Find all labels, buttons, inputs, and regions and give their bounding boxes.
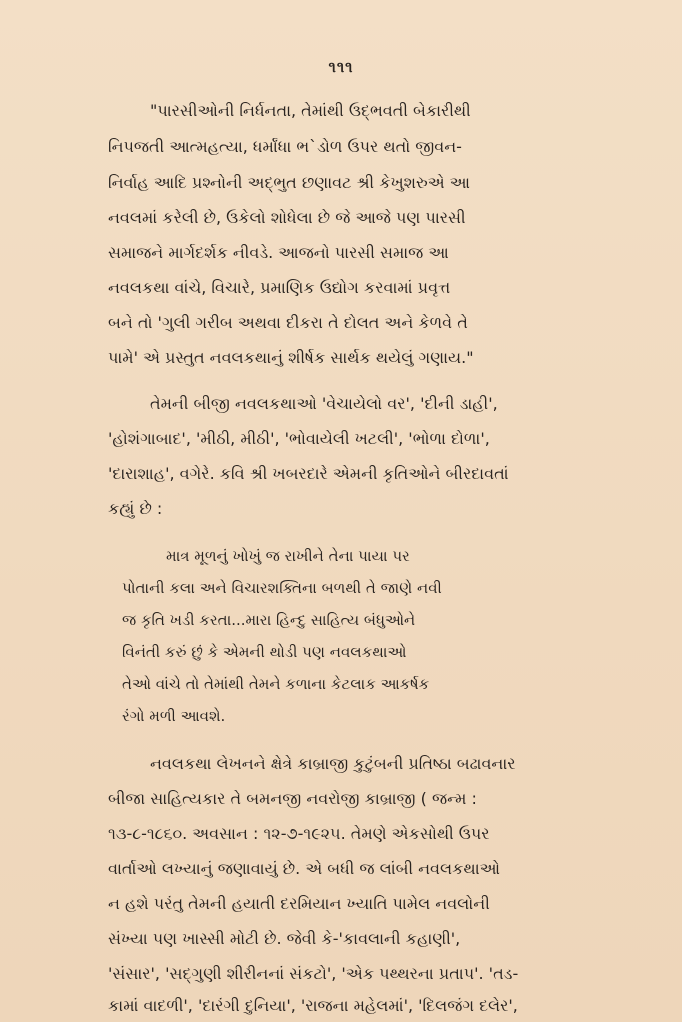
text-line: તેઓ વાંચે તો તેમાંથી તેમને કળાના કેટલાક આકર્ષક — [122, 675, 430, 693]
text-line: નિપજતી આત્મહત્યા, ધર્માંધા ભ`ડોળ ઉપર થતો જીવન- — [108, 137, 462, 156]
text-line: જ કૃતિ ખડી કરતા...મારા હિન્દુ સાહિત્ય બંધુઓને — [122, 611, 416, 629]
text-line: 'સંસાર', 'સદ્ગુણી શીરીનનાં સંકટો', 'એક પથ્થરના પ્રતાપ'. 'તડ- — [108, 964, 519, 983]
text-line: નવલકથા લેખનને ક્ષેત્રે કાબ્રાજી કુટુંબની પ્રતિષ્ઠા બઢાવનાર — [150, 754, 516, 773]
text-line: બીજા સાહિત્યકાર તે બમનજી નવરોજી કાબ્રાજી ( જન્મ : — [108, 789, 477, 808]
text-line: વાર્તાઓ લખ્યાનું જણાવાયું છે. એ બધી જ લાંબી નવલકથાઓ — [108, 859, 500, 878]
text-line: પોતાની કલા અને વિચારશક્તિના બળથી તે જાણે નવી — [122, 579, 442, 597]
text-line: પામે' એ પ્રસ્તુત નવલકથાનું શીર્ષક સાર્થક થયેલું ગણાય." — [108, 348, 474, 367]
text-line: રંગો મળી આવશે. — [122, 707, 226, 725]
text-line: 'હોશંગાબાદ', 'મીઠી, મીઠી', 'ભોવાયેલી ખટલી', 'ભોળા દોળા', — [108, 429, 490, 448]
text-line: "પારસીઓની નિર્ધનતા, તેમાંથી ઉદ્ભવતી બેકારીથી — [150, 101, 471, 120]
text-line: ન હશે પરંતુ તેમની હયાતી દરમિયાન ખ્યાતિ પામેલ નવલોની — [108, 894, 490, 913]
text-line: નિર્વાહ આદિ પ્રશ્નોની અદ્ભુત છણાવટ શ્રી કેખુશરુએ આ — [108, 173, 471, 192]
text-line: સંખ્યા પણ ખાસ્સી મોટી છે. જેવી કે-'કાવલાની કહાણી', — [108, 929, 461, 948]
text-line: નવલકથા વાંચે, વિચારે, પ્રમાણિક ઉદ્યોગ કરવામાં પ્રવૃત્ત — [108, 278, 451, 297]
text-line: નવલમાં કરેલી છે, ઉકેલો શોધેલા છે જે આજે પણ પારસી — [108, 208, 466, 227]
text-line: સમાજને માર્ગદર્શક નીવડે. આજનો પારસી સમાજ આ — [108, 243, 449, 262]
text-line: બને તો 'ગુલી ગરીબ અથવા દીકરા તે દોલત અને કેળવે તે — [108, 313, 468, 332]
text-line: ૧૩-૮-૧૮૬૦. અવસાન : ૧૨-૭-૧૯૨૫. તેમણે એકસોથી ઉપર — [108, 824, 490, 843]
text-line: તેમની બીજી નવલકથાઓ 'વેચાયેલો વર', 'દીની ડાહી', — [150, 394, 498, 413]
text-line: કહ્યું છે : — [108, 499, 163, 518]
text-line: વિનંતી કરું છું કે એમની થોડી પણ નવલકથાઓ — [122, 643, 407, 661]
text-line: 'દારાશાહ', વગેરે. કવિ શ્રી ખબરદારે એમની કૃતિઓને બીરદાવતાં — [108, 464, 509, 483]
page-number: ૧૧૧ — [328, 58, 354, 76]
text-line: માત્ર મૂળનું ખોખું જ રાખીને તેના પાયા પર — [166, 547, 410, 565]
text-line: કામાં વાદળી', 'દારંગી દુનિયા', 'રાજના મહેલમાં', 'દિલજંગ દલેર', — [108, 996, 518, 1015]
